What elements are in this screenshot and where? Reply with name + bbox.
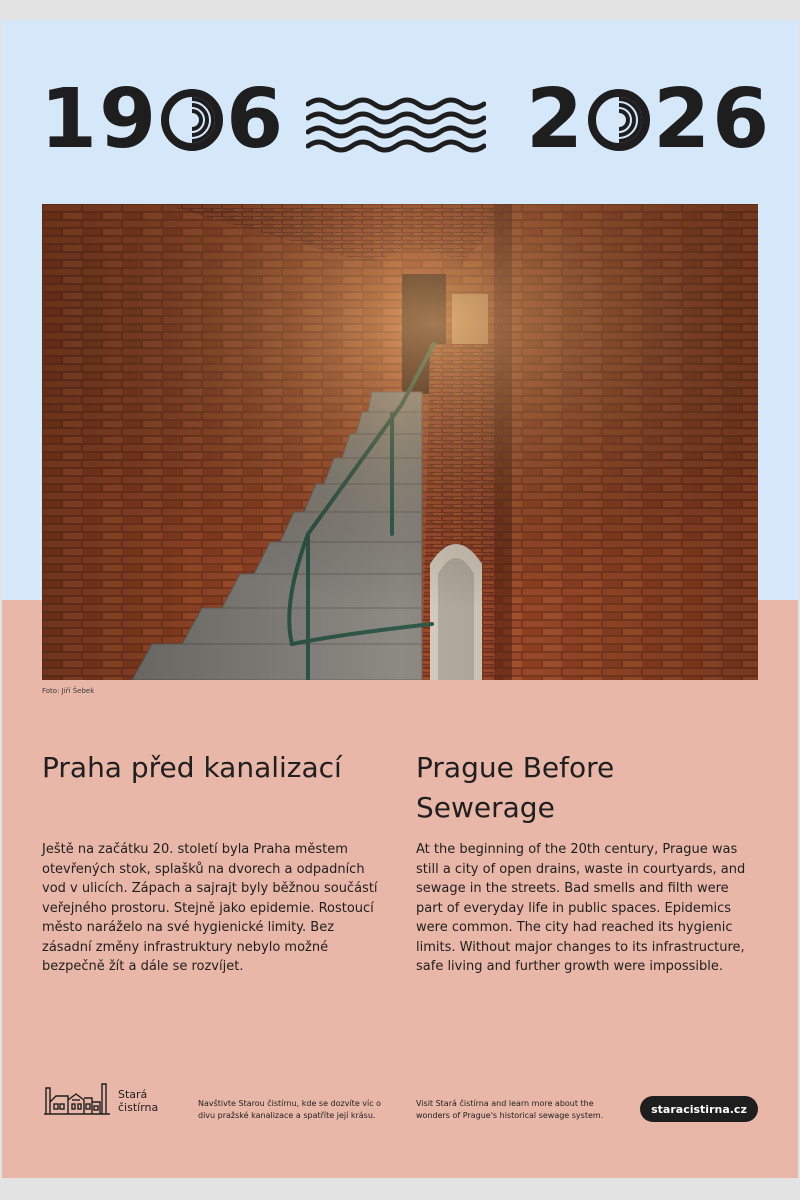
body-czech: Ještě na začátku 20. století byla Praha městem otevřených stok, splašků na dvorech a odpadních vod v ulicích. Zápach a sajrajt byly běžnou součástí veřejného prostoru. Stejně jako epidemie. Rostoucí město naráželo na své hygienické limity. Bez zásadní změny infrastruktury nebylo možné bezpečně žít a dále se rozvíjet.: [42, 842, 378, 974]
logo-wordmark: [118, 1088, 188, 1114]
body-english: At the beginning of the 20th century, Prague was still a city of open drains, waste in courtyards, and sewage in the streets. Bad smells and filth were part of everyday life in public spaces. Epidemics were common. The city had reached its hygienic limits. Without major changes to its infrastructure, safe living and further growth were impossible.: [416, 842, 746, 974]
year-end: [526, 72, 772, 167]
footer-cta-english: Visit Stará čistírna and learn more about the wonders of Prague's historical sewage system.: [416, 1099, 604, 1120]
year-end-digit-1: 2: [526, 72, 586, 167]
year-end-digit-4: 6: [712, 72, 772, 167]
photo-credit: Foto: Jiří Šebek: [42, 687, 95, 695]
stairway-photo: [42, 204, 758, 680]
year-start: [40, 72, 286, 167]
heading-czech: Praha před kanalizací: [42, 751, 342, 784]
website-link[interactable]: staracistirna.cz: [640, 1096, 758, 1122]
year-start-digit-4: 6: [226, 72, 286, 167]
heading-english: Prague Before Sewerage: [416, 751, 615, 824]
logo-line-2: čistírna: [118, 1101, 159, 1114]
spiral-zero-icon: [587, 88, 651, 152]
waves-icon: [306, 94, 486, 154]
factory-logo-icon: [42, 1080, 112, 1116]
footer-cta-czech: Navštivte Starou čistírnu, kde se dozvíte víc o divu pražské kanalizace a spatříte její krásu.: [198, 1099, 382, 1120]
year-end-digit-3: 2: [653, 72, 713, 167]
logo-line-1: Stará: [118, 1088, 148, 1101]
year-start-digit-2: 9: [99, 72, 159, 167]
poster: [2, 20, 798, 1178]
year-start-digit-1: 1: [40, 72, 100, 167]
spiral-zero-icon: [160, 88, 224, 152]
